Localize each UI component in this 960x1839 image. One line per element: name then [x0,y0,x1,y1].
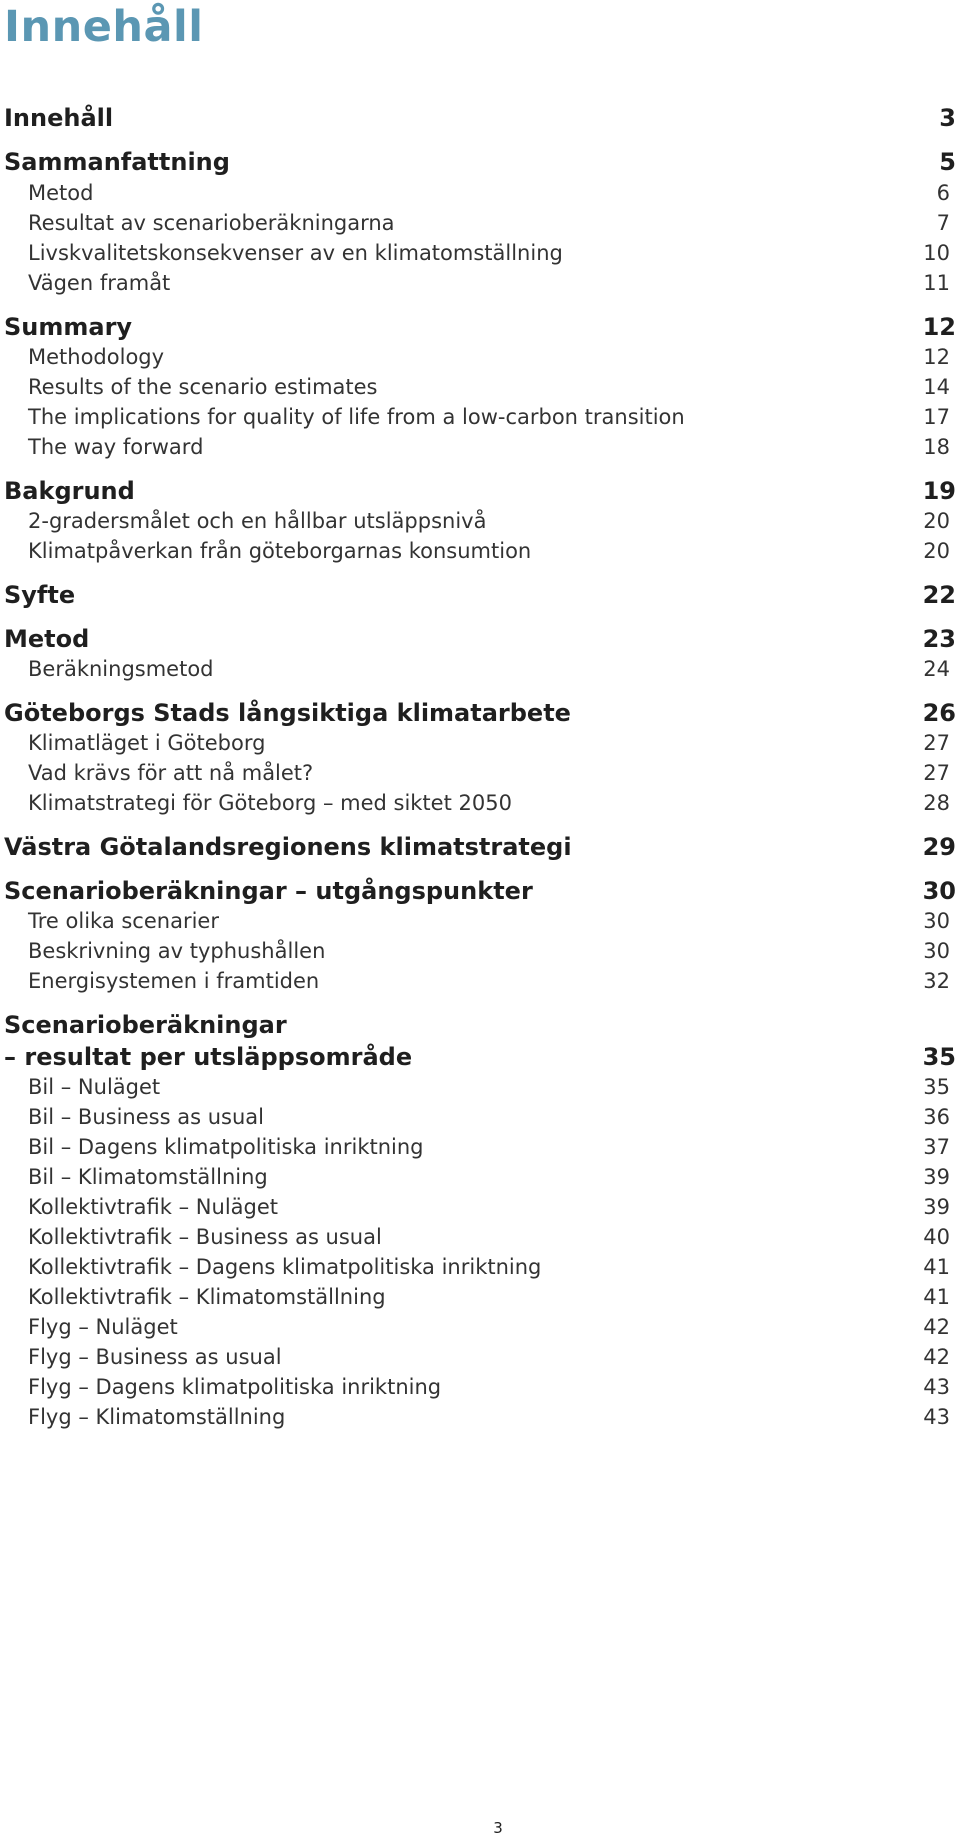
toc-entry-row[interactable] [0,539,960,573]
toc-entry-label: Bakgrund [4,477,135,505]
toc-entry-page: 29 [922,833,956,861]
toc-heading-row[interactable] [0,148,960,182]
toc-entry-page: 18 [923,435,950,459]
toc-entry-row[interactable] [0,405,960,439]
toc-entry-label: Kollektivtrafik – Nuläget [28,1195,279,1219]
toc-entry-label: Flyg – Business as usual [28,1345,282,1369]
toc-heading-row[interactable] [0,833,960,867]
toc-entry-row[interactable] [0,1375,960,1409]
toc-entry-row[interactable] [0,657,960,691]
toc-entry-page: 20 [923,539,950,563]
toc-entry-label: Metod [4,625,90,653]
toc-entry-label: Scenarioberäkningar – utgångspunkter [4,877,533,905]
toc-entry-label: Kollektivtrafik – Dagens klimatpolitiska inriktning [28,1255,542,1279]
toc-entry-label: Kollektivtrafik – Business as usual [28,1225,382,1249]
toc-entry-label: Scenarioberäkningar [4,1011,287,1039]
toc-heading-row[interactable] [0,313,960,347]
toc-entry-page: 22 [922,581,956,609]
toc-entry-page: 39 [923,1165,950,1189]
toc-entry-row[interactable] [0,1315,960,1349]
toc-entry-row[interactable] [0,181,960,215]
toc-entry-page: 40 [923,1225,950,1249]
toc-entry-label: 2-gradersmålet och en hållbar utsläppsnivå [28,509,487,533]
toc-entry-label: Livskvalitetskonsekvenser av en klimatomställning [28,241,563,265]
toc-entry-page: 37 [923,1135,950,1159]
toc-entry-page: 19 [922,477,956,505]
toc-entry-page: 6 [936,181,950,205]
toc-entry-label: The implications for quality of life from a low-carbon transition [28,405,685,429]
toc-entry-row[interactable] [0,1345,960,1379]
toc-entry-page: 23 [922,625,956,653]
toc-entry-page: 35 [922,1043,956,1071]
toc-entry-label: Västra Götalandsregionens klimatstrategi [4,833,572,861]
toc-entry-label: Resultat av scenarioberäkningarna [28,211,395,235]
toc-entry-label: Beskrivning av typhushållen [28,939,326,963]
toc-entry-label: Results of the scenario estimates [28,375,378,399]
toc-entry-row[interactable] [0,1135,960,1169]
toc-entry-page: 36 [923,1105,950,1129]
toc-entry-row[interactable] [0,1195,960,1229]
toc-entry-page: 7 [936,211,950,235]
toc-entry-label: Energisystemen i framtiden [28,969,320,993]
toc-entry-label: – resultat per utsläppsområde [4,1043,413,1071]
toc-heading-row[interactable] [0,1043,960,1077]
toc-entry-page: 26 [922,699,956,727]
toc-entry-label: Kollektivtrafik – Klimatomställning [28,1285,386,1309]
toc-entry-row[interactable] [0,1165,960,1199]
toc-entry-page: 41 [923,1285,950,1309]
toc-heading-row[interactable] [0,699,960,733]
toc-entry-row[interactable] [0,1255,960,1289]
toc-entry-page: 41 [923,1255,950,1279]
toc-entry-row[interactable] [0,211,960,245]
toc-entry-label: Flyg – Dagens klimatpolitiska inriktning [28,1375,442,1399]
toc-entry-row[interactable] [0,1285,960,1319]
toc-entry-page: 27 [923,761,950,785]
toc-entry-row[interactable] [0,761,960,795]
toc-heading-row[interactable] [0,625,960,659]
toc-entry-row[interactable] [0,1075,960,1109]
toc-entry-page: 24 [923,657,950,681]
toc-entry-row[interactable] [0,1225,960,1259]
toc-entry-page: 32 [923,969,950,993]
toc-entry-page: 3 [939,104,956,132]
toc-entry-label: Göteborgs Stads långsiktiga klimatarbete [4,699,571,727]
toc-entry-label: Sammanfattning [4,148,230,176]
toc-entry-row[interactable] [0,345,960,379]
toc-entry-row[interactable] [0,1105,960,1139]
toc-entry-page: 42 [923,1345,950,1369]
toc-entry-label: Flyg – Nuläget [28,1315,178,1339]
toc-entry-row[interactable] [0,909,960,943]
page-number: 3 [493,1819,503,1837]
toc-entry-page: 20 [923,509,950,533]
toc-entry-page: 43 [923,1375,950,1399]
toc-entry-label: Klimatstrategi för Göteborg – med siktet 2050 [28,791,512,815]
toc-entry-label: Klimatläget i Göteborg [28,731,266,755]
toc-entry-page: 10 [923,241,950,265]
toc-entry-row[interactable] [0,509,960,543]
toc-entry-label: Bil – Dagens klimatpolitiska inriktning [28,1135,424,1159]
toc-entry-page: 14 [923,375,950,399]
toc-entry-label: Vägen framåt [28,271,171,295]
toc-heading-row[interactable] [0,877,960,911]
toc-entry-label: Tre olika scenarier [28,909,219,933]
toc-entry-label: Klimatpåverkan från göteborgarnas konsumtion [28,539,532,563]
toc-entry-label: Vad krävs för att nå målet? [28,761,314,785]
toc-entry-label: Innehåll [4,104,114,132]
toc-entry-page: 39 [923,1195,950,1219]
toc-entry-page: 17 [923,405,950,429]
toc-heading-row[interactable] [0,477,960,511]
toc-entry-page: 30 [923,939,950,963]
toc-entry-label: Syfte [4,581,76,609]
toc-entry-label: The way forward [28,435,204,459]
toc-entry-label: Bil – Nuläget [28,1075,161,1099]
toc-entry-row[interactable] [0,939,960,973]
toc-entry-page: 28 [923,791,950,815]
toc-entry-row[interactable] [0,731,960,765]
toc-entry-row[interactable] [0,1405,960,1439]
toc-entry-label: Flyg – Klimatomställning [28,1405,286,1429]
toc-entry-row[interactable] [0,969,960,1003]
toc-entry-row[interactable] [0,375,960,409]
page-title: Innehåll [4,2,204,52]
toc-heading-row[interactable] [0,581,960,615]
toc-entry-page: 12 [922,313,956,341]
toc-entry-label: Bil – Business as usual [28,1105,264,1129]
toc-heading-row[interactable] [0,104,960,138]
toc-entry-page: 27 [923,731,950,755]
toc-entry-page: 35 [923,1075,950,1099]
toc-entry-page: 5 [939,148,956,176]
toc-entry-page: 30 [923,909,950,933]
toc-entry-page: 11 [923,271,950,295]
toc-entry-label: Methodology [28,345,165,369]
toc-entry-page: 43 [923,1405,950,1429]
toc-entry-label: Summary [4,313,133,341]
toc-entry-page: 12 [923,345,950,369]
toc-entry-row[interactable] [0,271,960,305]
toc-entry-row[interactable] [0,435,960,469]
toc-entry-page: 30 [922,877,956,905]
toc-entry-row[interactable] [0,241,960,275]
toc-entry-label: Bil – Klimatomställning [28,1165,268,1189]
toc-entry-label: Metod [28,181,94,205]
toc-entry-page: 42 [923,1315,950,1339]
toc-entry-row[interactable] [0,791,960,825]
toc-entry-label: Beräkningsmetod [28,657,214,681]
toc-heading-row[interactable] [0,1011,960,1045]
